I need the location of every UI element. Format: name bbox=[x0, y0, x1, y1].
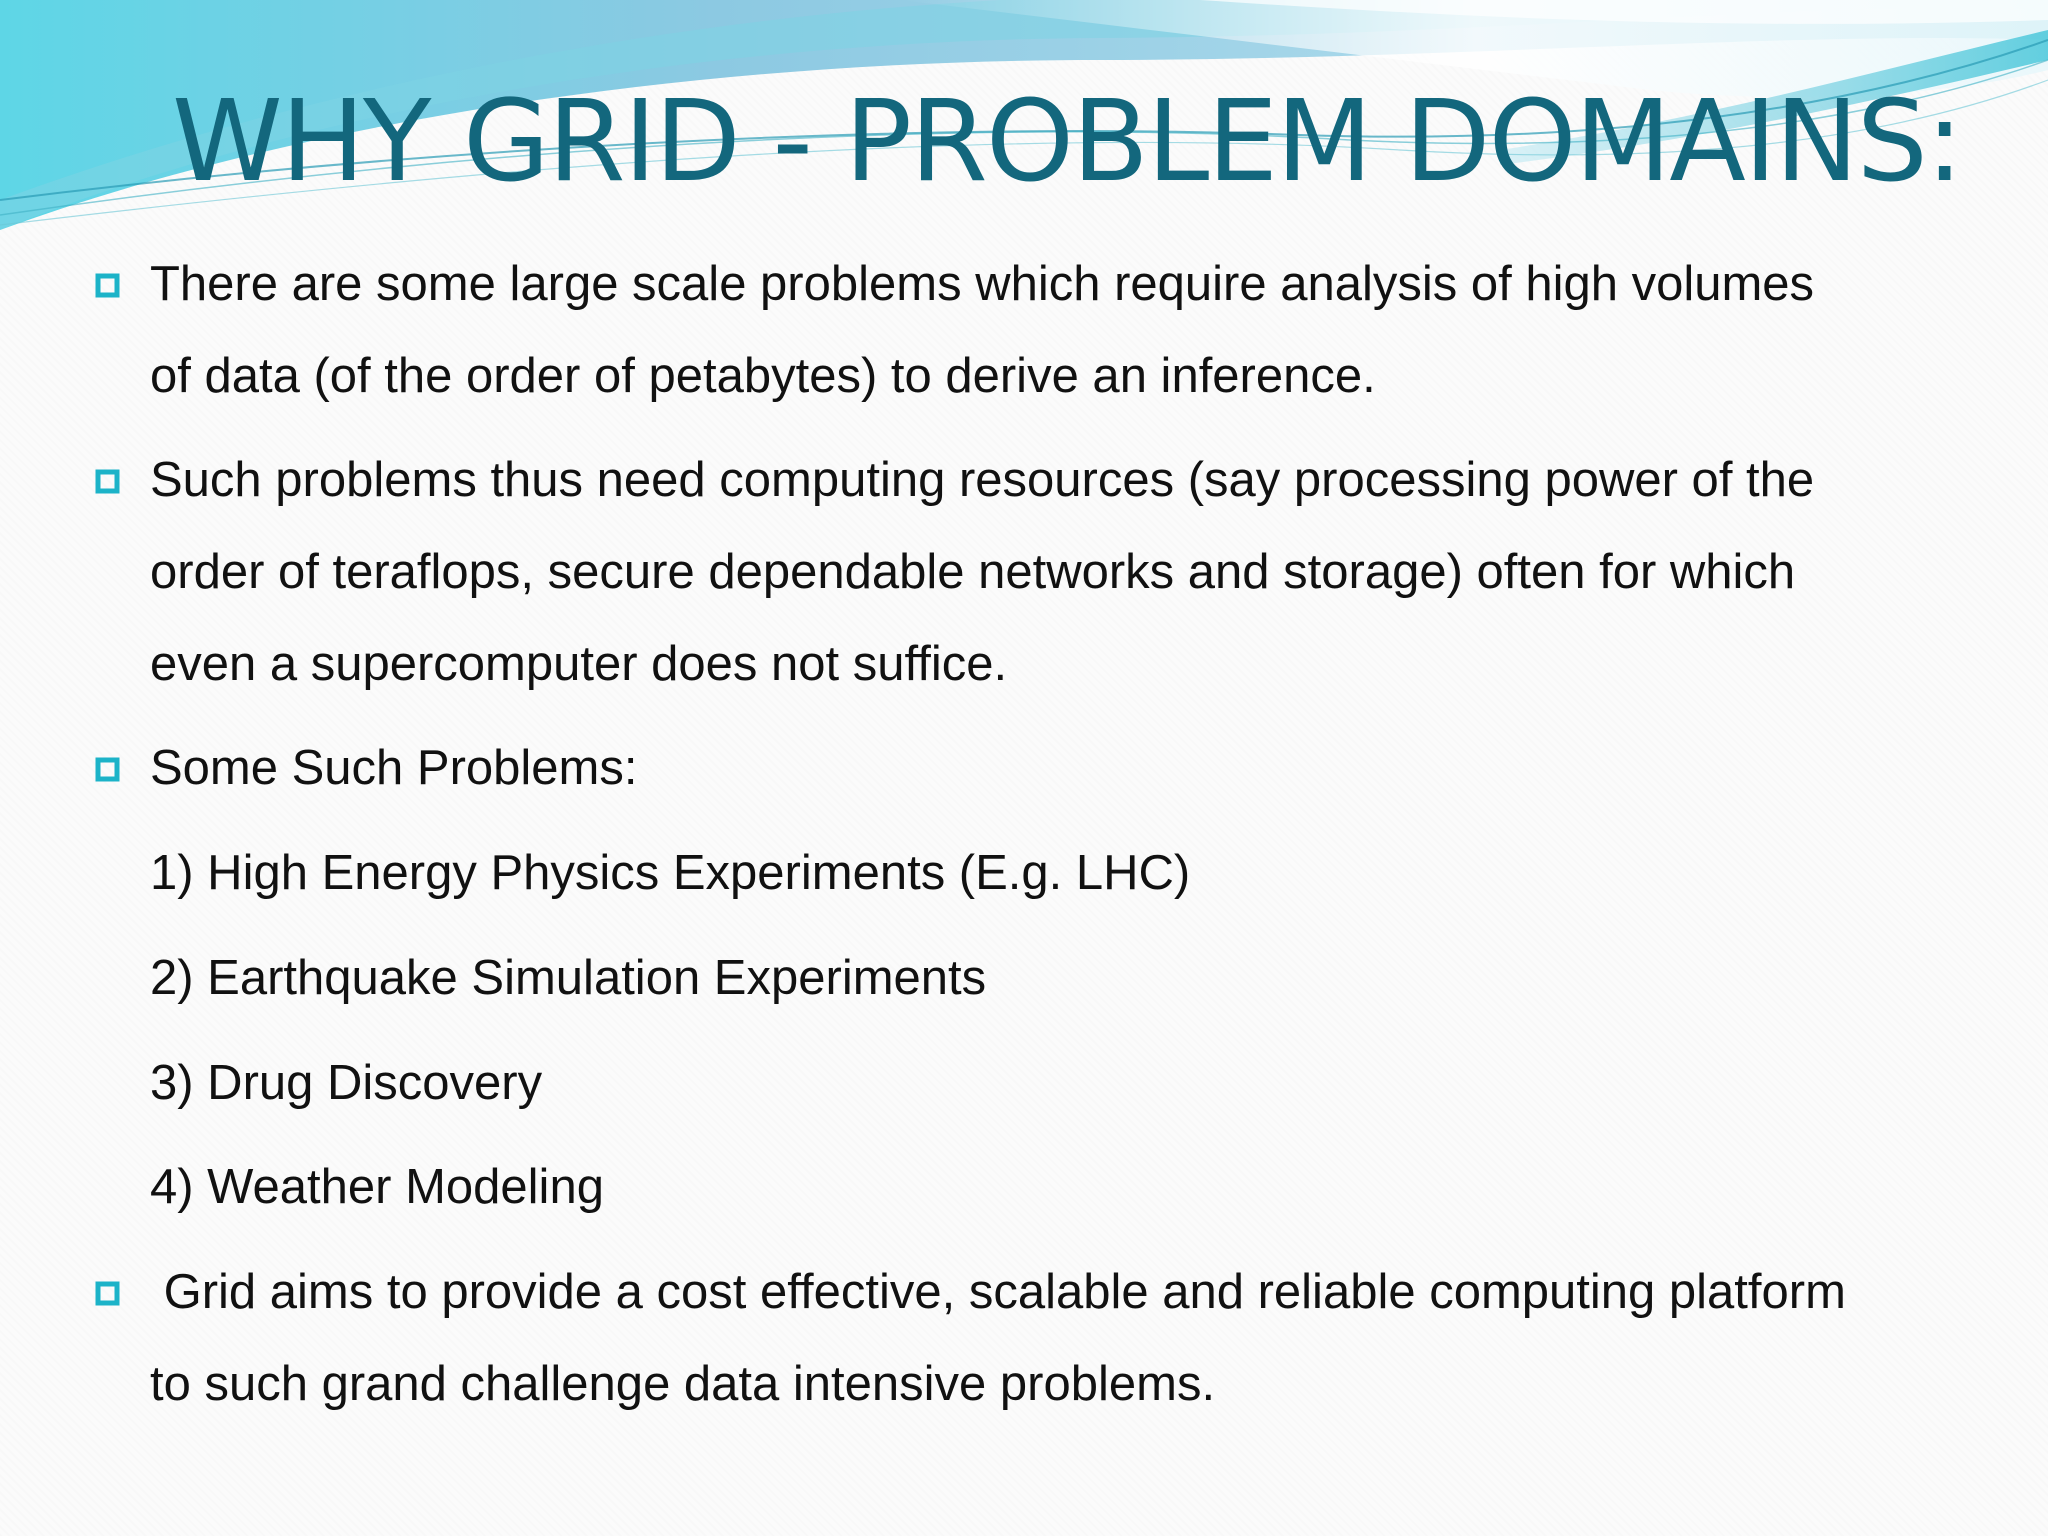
bullet-4-line-2: to such grand challenge data intensive problems. bbox=[150, 1357, 1216, 1411]
problem-item-2: 2) Earthquake Simulation Experiments bbox=[150, 951, 987, 1005]
hollow-square-bullet-icon bbox=[95, 273, 120, 298]
problem-item-1: 1) High Energy Physics Experiments (E.g. LHC) bbox=[150, 846, 1191, 900]
hollow-square-bullet-icon bbox=[95, 757, 120, 782]
bullet-4-line-1: Grid aims to provide a cost effective, scalable and reliable computing platform bbox=[150, 1265, 1846, 1319]
problem-item-3: 3) Drug Discovery bbox=[150, 1056, 543, 1110]
slide-title: WHY GRID - PROBLEM DOMAINS: bbox=[172, 77, 1962, 207]
problem-item-4: 4) Weather Modeling bbox=[150, 1160, 604, 1214]
bullet-1-line-1: There are some large scale problems which require analysis of high volumes bbox=[150, 257, 1815, 311]
bullet-1-line-2: of data (of the order of petabytes) to derive an inference. bbox=[150, 349, 1376, 403]
hollow-square-bullet-icon bbox=[95, 1281, 120, 1306]
bullet-2-line-2: order of teraflops, secure dependable networks and storage) often for which bbox=[150, 545, 1796, 599]
bullet-3-line-1: Some Such Problems: bbox=[150, 741, 638, 795]
bullet-2-line-1: Such problems thus need computing resources (say processing power of the bbox=[150, 453, 1815, 507]
hollow-square-bullet-icon bbox=[95, 469, 120, 494]
bullet-2-line-3: even a supercomputer does not suffice. bbox=[150, 637, 1008, 691]
